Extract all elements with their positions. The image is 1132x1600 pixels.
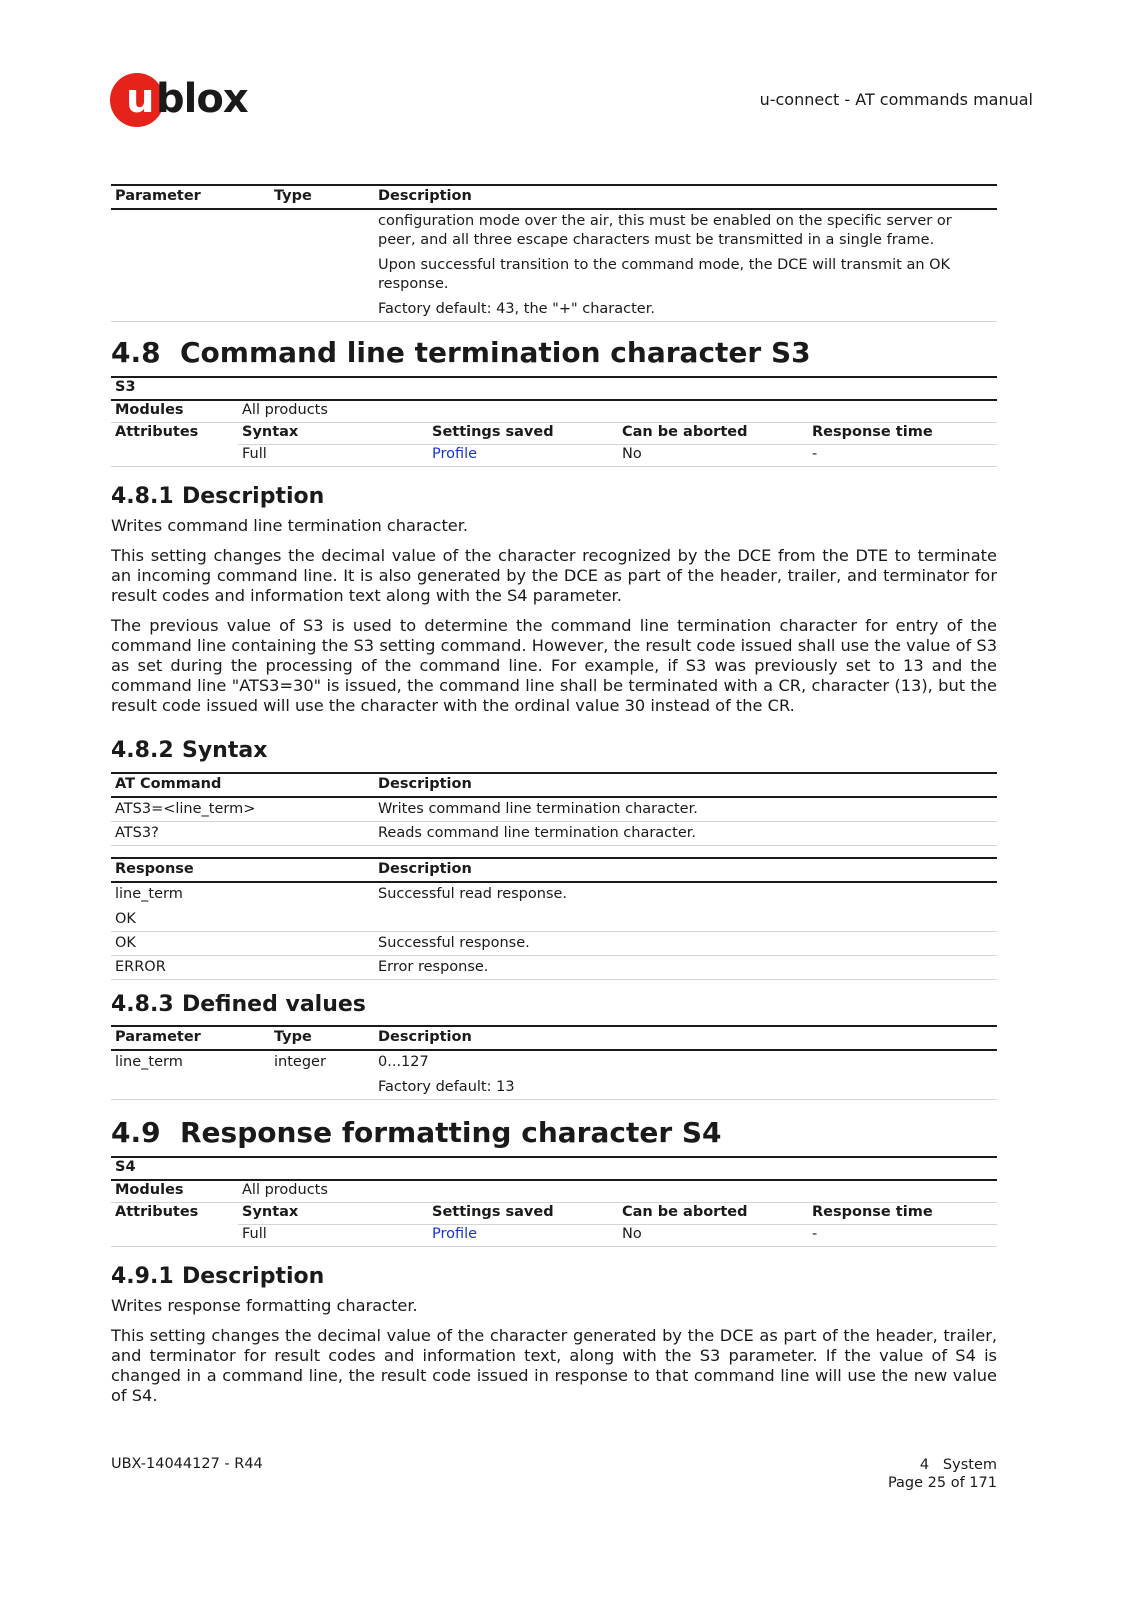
table-row [111,1050,997,1100]
section-number: 4.9 [111,1116,161,1149]
subsection-number: 4.8.2 [111,738,174,763]
at-command-table [111,772,997,846]
subsection-heading-4-8-2 [111,738,997,763]
logo-blox-text: blox [156,76,248,122]
attr-value-can-be-aborted: No [618,1225,808,1247]
s4-attribute-table [111,1156,997,1247]
description-cell: Error response. [374,956,997,980]
profile-link[interactable]: Profile [432,1226,478,1242]
footer-page-number: Page 25 of 171 [887,1475,997,1491]
subsection-heading-4-8-3 [111,992,997,1017]
attr-col-response-time: Response time [808,423,997,445]
description-cell [374,209,997,322]
table-row [111,822,997,846]
subsection-number: 4.8.3 [111,992,174,1017]
paragraph: Writes command line termination character. [111,516,469,535]
table-row [111,956,997,980]
response-cell: line_term [115,886,183,902]
section-title: Response formatting character S4 [180,1116,722,1149]
subsection-title: Description [182,1264,325,1289]
section-heading-4-9 [111,1116,997,1149]
response-cell: OK [111,932,374,956]
attributes-label: Attributes [115,1204,199,1220]
footer-doc-id: UBX-14044127 - R44 [111,1456,263,1472]
paragraph: This setting changes the decimal value of the character recognized by the DCE from the DTE to terminate an incoming command line. It is also generated by the DCE as part of the header, trailer, and terminator for result codes and information text along with the S4 parameter. [111,546,997,605]
parameter-cell: line_term [111,1050,270,1100]
factory-default: Factory default: 13 [378,1079,515,1095]
col-header-type: Type [270,1026,374,1050]
attr-value-syntax: Full [238,445,428,467]
subsection-title: Description [182,484,325,509]
modules-label: Modules [111,1180,238,1203]
response-cell: OK [115,911,136,927]
logo-u-letter: u [126,76,155,122]
paragraph: Writes response formatting character. [111,1296,418,1315]
subsection-title: Syntax [182,738,268,763]
subsection-heading-4-8-1 [111,484,997,509]
subsection-number: 4.8.1 [111,484,174,509]
register-name: S4 [111,1157,997,1180]
subsection-heading-4-9-1 [111,1264,997,1289]
section-heading-4-8 [111,336,997,369]
col-header-type: Type [270,185,374,209]
command-cell: ATS3=<line_term> [111,797,374,822]
attr-col-syntax: Syntax [238,1203,428,1225]
attr-value-response-time: - [808,1225,997,1247]
subsection-number: 4.9.1 [111,1264,174,1289]
attributes-label: Attributes [115,424,199,440]
command-cell: ATS3? [111,822,374,846]
attr-col-syntax: Syntax [238,423,428,445]
description-cell: Writes command line termination character. [374,797,997,822]
description-cell [374,1050,997,1100]
modules-label: Modules [111,400,238,423]
attr-value-can-be-aborted: No [618,445,808,467]
section-number: 4.8 [111,336,161,369]
col-header-description: Description [374,1026,997,1050]
table-row [111,209,997,322]
footer-section: 4 System [919,1457,997,1473]
response-cell: ERROR [111,956,374,980]
col-header-parameter: Parameter [111,185,270,209]
s3-attribute-table [111,376,997,467]
table-row [111,932,997,956]
table-row [111,797,997,822]
attr-col-response-time: Response time [808,1203,997,1225]
attr-col-can-be-aborted: Can be aborted [618,423,808,445]
attr-col-settings-saved: Settings saved [428,1203,618,1225]
col-header-parameter: Parameter [111,1026,270,1050]
modules-value: All products [238,400,997,423]
attr-value-response-time: - [808,445,997,467]
header-title: u-connect - AT commands manual [759,90,1033,109]
paragraph: This setting changes the decimal value of the character generated by the DCE as part of the header, trailer, and terminator for result codes and information text, along with the S3 parameter. If the value of S4 is changed in a command line, the result code issued in response to that command line will use the new value of S4. [111,1326,997,1405]
description-cell: Reads command line termination character. [374,822,997,846]
paragraph: The previous value of S3 is used to determine the command line termination character for entry of the command line containing the S3 setting command. However, the result code issued shall use the value of S3 as set during the processing of the command line. For example, if S3 was previously set to 13 and the command line "ATS3=30" is issued, the command line shall be terminated with a CR, character (13), but the result code issued will use the character with the ordinal value 30 instead of the CR. [111,616,997,715]
col-header-description: Description [374,773,997,797]
subsection-title: Defined values [182,992,366,1017]
col-header-response: Response [111,858,374,882]
footer-page-info [888,1456,997,1492]
profile-link[interactable]: Profile [432,446,478,462]
attr-value-syntax: Full [238,1225,428,1247]
ublox-logo [110,73,255,129]
description-body [111,1296,997,1406]
description-cell: Successful response. [374,932,997,956]
col-header-description: Description [374,185,997,209]
defined-values-table [111,1025,997,1100]
description-line: Upon successful transition to the command mode, the DCE will transmit an OK response. [378,257,951,292]
attr-col-can-be-aborted: Can be aborted [618,1203,808,1225]
description-line: Factory default: 43, the "+" character. [378,301,655,317]
continued-parameter-table [111,184,997,322]
attr-col-settings-saved: Settings saved [428,423,618,445]
description-body [111,516,997,716]
type-cell: integer [270,1050,374,1100]
description-cell: Successful read response. [378,886,568,902]
table-row [111,882,997,932]
description-line: configuration mode over the air, this must be enabled on the specific server or peer, and all three escape characters must be transmitted in a single frame. [378,213,952,248]
section-title: Command line termination character S3 [180,336,811,369]
register-name: S3 [111,377,997,400]
value-range: 0...127 [378,1054,429,1070]
response-table [111,857,997,980]
modules-value: All products [238,1180,997,1203]
col-header-at-command: AT Command [111,773,374,797]
col-header-description: Description [374,858,997,882]
